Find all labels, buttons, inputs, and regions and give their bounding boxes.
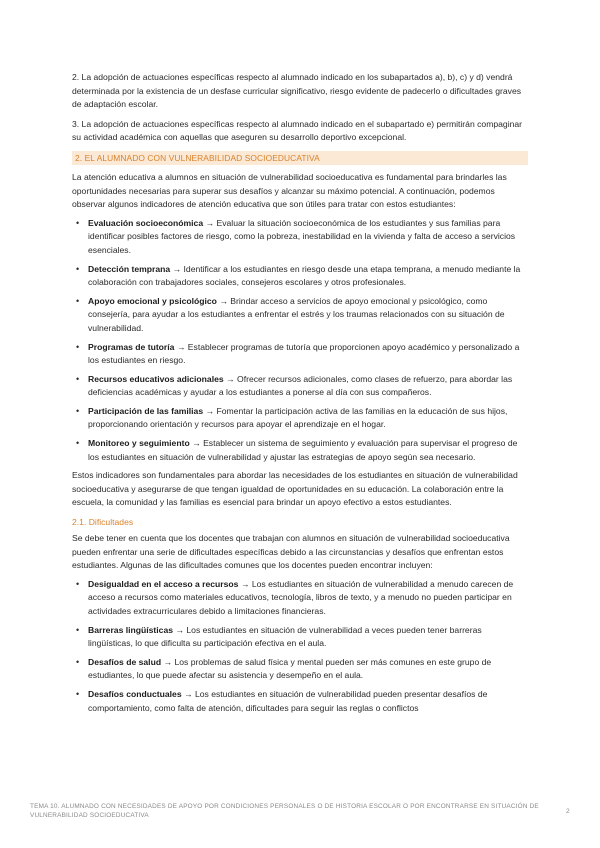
list-item [72, 437, 528, 464]
item-text: → Establecer programas de tutoría que proporcionen apoyo académico y personalizado a los estudiantes en riesgo. [88, 341, 520, 366]
item-term: Programas de tutoría [88, 341, 175, 352]
list-item [72, 578, 528, 619]
subsection-heading: 2.1. Dificultades [72, 517, 134, 528]
bullet-icon: • [76, 688, 80, 699]
list-item [72, 688, 528, 715]
list-item [72, 373, 528, 400]
page-number: 2 [566, 808, 570, 815]
list-item [72, 624, 528, 651]
item-text: → Evaluar la situación socioeconómica de los estudiantes y sus familias para identificar posibles factores de riesgo, como la pobreza, inestabilidad en la vivienda y falta de acceso a servicios esenciales. [88, 217, 516, 255]
intro-paragraph-3: 3. La adopción de actuaciones específicas respecto al alumnado indicado en el subapartado e) permitirán compaginar su actividad académica con aquellas que aseguren su desarrollo deportivo excepcional. [72, 118, 523, 143]
item-text: → Ofrecer recursos adicionales, como clases de refuerzo, para abordar las deficiencias académicas y ayudar a los estudiantes a ponerse al día con sus compañeros. [88, 373, 513, 398]
item-term: Recursos educativos adicionales [88, 373, 224, 384]
item-term: Barreras lingüísticas [88, 624, 174, 635]
section-lead: La atención educativa a alumnos en situación de vulnerabilidad socioeducativa es fundamental para brindarles las oportunidades necesarias para superar sus desafíos y alcanzar su máximo potencial. A continuación, podemos observar algunos indicadores de atención educativa que son útiles para tratar con estos estudiantes: [72, 171, 507, 210]
indicators-list [72, 217, 528, 465]
item-term: Apoyo emocional y psicológico [88, 295, 217, 306]
item-term: Monitoreo y seguimiento [88, 438, 190, 449]
bullet-icon: • [76, 373, 80, 384]
item-text: → Brindar acceso a servicios de apoyo emocional y psicológico, como consejería, para ayudar a los estudiantes a enfrentar el estrés y los traumas relacionados con su situación de vulnerabilidad. [88, 295, 505, 333]
item-term: Desafíos de salud [88, 656, 162, 667]
document-page [72, 71, 528, 720]
item-text: → Fomentar la participación activa de las familias en la educación de sus hijos, proporcionando orientación y recursos para apoyar el aprendizaje en el hogar. [88, 405, 508, 430]
list-item [72, 295, 528, 336]
item-term: Evaluación socioeconómica [88, 217, 204, 228]
item-text: → Establecer un sistema de seguimiento y evaluación para supervisar el progreso de los estudiantes en situación de vulnerabilidad y ajustar las estrategias de apoyo según sea necesario. [88, 438, 518, 462]
item-term: Desigualdad en el acceso a recursos [88, 578, 239, 589]
section-closing: Estos indicadores son fundamentales para abordar las necesidades de los estudiantes en situación de vulnerabilidad socioeducativa y asegurarse de que tengan igualdad de oportunidades en su educación. La colaboración entre la escuela, la comunidad y las familias es esencial para brindar un apoyo efectivo a estos estudiantes. [72, 470, 518, 508]
item-text: → Los estudiantes en situación de vulnerabilidad pueden presentar desafíos de comportamiento, como falta de atención, dificultades para seguir las reglas o conflictos [88, 688, 488, 713]
item-term: Desafíos conductuales [88, 688, 182, 699]
subsection-lead: Se debe tener en cuenta que los docentes que trabajan con alumnos en situación de vulnerabilidad socioeducativa pueden enfrentar una serie de dificultades específicas debido a las circunstancias y desafíos que enfrentan estos estudiantes. Algunas de las dificultades comunes que los docentes pueden encontrar incluyen: [72, 533, 510, 571]
bullet-icon: • [76, 341, 80, 352]
bullet-icon: • [76, 656, 80, 667]
item-term: Participación de las familias [88, 405, 204, 416]
intro-paragraph-2: 2. La adopción de actuaciones específicas respecto al alumnado indicado en los subapartados a), b), c) y d) vendrá determinada por la existencia de un desfase curricular significativo, riesgo evidente de padecerlo o dificultades graves de adaptación escolar. [72, 72, 522, 110]
difficulties-list [72, 578, 528, 715]
bullet-icon: • [76, 405, 80, 416]
section-heading: 2. EL ALUMNADO CON VULNERABILIDAD SOCIOEDUCATIVA [72, 151, 528, 165]
list-item [72, 341, 528, 368]
list-item [72, 405, 528, 432]
bullet-icon: • [76, 217, 80, 228]
list-item [72, 217, 528, 258]
bullet-icon: • [76, 295, 80, 306]
bullet-icon: • [76, 578, 80, 589]
item-term: Detección temprana [88, 263, 171, 274]
list-item [72, 656, 528, 683]
page-footer: TEMA 10. ALUMNADO CON NECESIDADES DE APOYO POR CONDICIONES PERSONALES O DE HISTORIA ESCOLAR O POR ENCONTRARSE EN SITUACIÓN DE VULNERABILIDAD SOCIOEDUCATIVA [30, 803, 539, 819]
item-text: → Identificar a los estudiantes en riesgo desde una etapa temprana, a menudo mediante la colaboración con trabajadores sociales, consejeros escolares y otros profesionales. [88, 263, 521, 288]
bullet-icon: • [76, 624, 80, 635]
list-item [72, 263, 528, 290]
bullet-icon: • [76, 438, 80, 449]
item-text: → Los problemas de salud física y mental pueden ser más comunes en este grupo de estudiantes, lo que puede afectar su asistencia y desempeño en el aula. [88, 656, 492, 681]
bullet-icon: • [76, 263, 80, 274]
item-text: → Los estudiantes en situación de vulnerabilidad a menudo carecen de acceso a recursos como materiales educativos, tecnología, libros de texto, y a menudo no pueden participar en actividades extracurriculares debido a limitaciones financieras. [88, 578, 514, 616]
item-text: → Los estudiantes en situación de vulnerabilidad a veces pueden tener barreras lingüísticas, lo que dificulta su participación efectiva en el aula. [88, 624, 482, 649]
